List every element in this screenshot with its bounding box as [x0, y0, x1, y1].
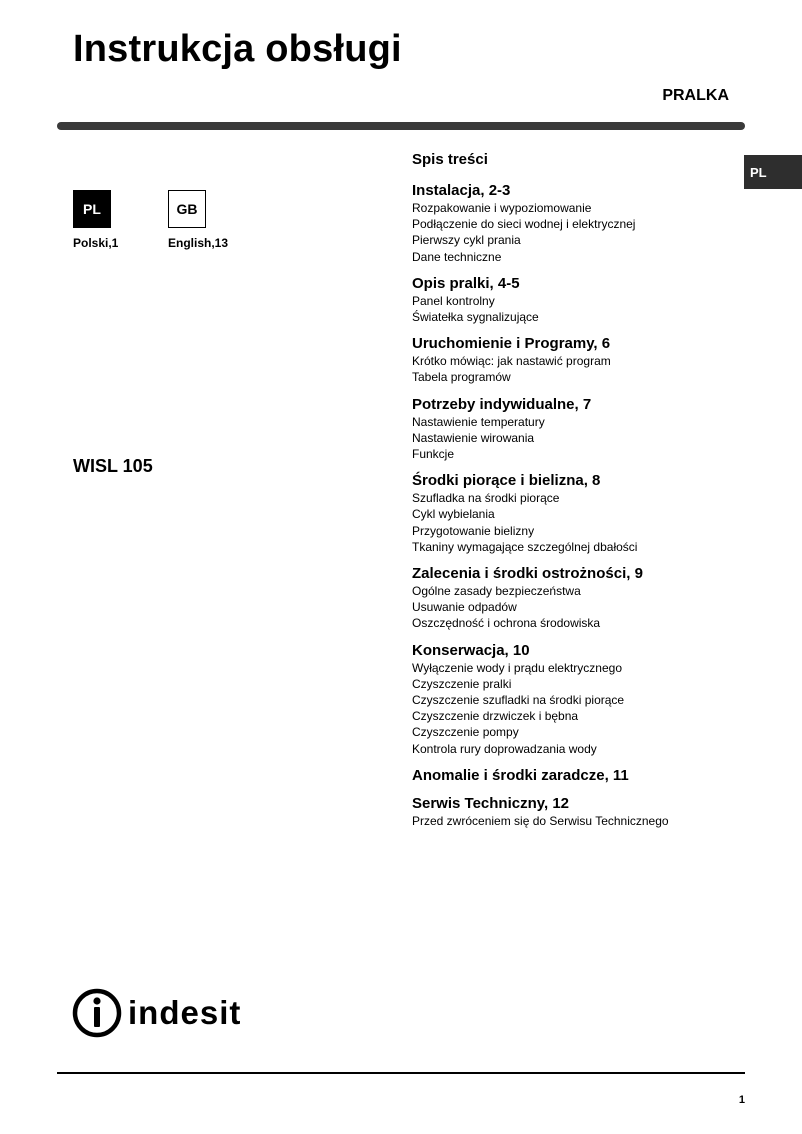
- toc-sections: [412, 182, 782, 829]
- toc-item[interactable]: Cykl wybielania: [412, 507, 495, 522]
- toc-section: [412, 275, 782, 325]
- toc-item[interactable]: Rozpakowanie i wypoziomowanie: [412, 201, 592, 215]
- toc-item[interactable]: Krótko mówiąc: jak nastawić program: [412, 354, 611, 369]
- toc-section: [412, 182, 782, 265]
- toc-item[interactable]: Tabela programów: [412, 370, 511, 385]
- toc-section-heading[interactable]: Zalecenia i środki ostrożności, 9: [412, 565, 643, 583]
- toc-section-heading[interactable]: Opis pralki, 4-5: [412, 274, 520, 292]
- toc-item[interactable]: Światełka sygnalizujące: [412, 310, 539, 325]
- language-gb-badge: GB: [168, 190, 206, 228]
- toc-item[interactable]: Panel kontrolny: [412, 293, 495, 308]
- table-of-contents: [412, 151, 782, 839]
- toc-section: [412, 472, 782, 555]
- toc-section-heading[interactable]: Potrzeby indywidualne, 7: [412, 395, 592, 413]
- toc-item[interactable]: Oszczędność i ochrona środowiska: [412, 616, 601, 631]
- header-divider: [57, 122, 745, 130]
- toc-item[interactable]: Kontrola rury doprowadzania wody: [412, 741, 597, 756]
- toc-section-heading[interactable]: Środki piorące i bielizna, 8: [412, 472, 601, 490]
- toc-section-heading[interactable]: Konserwacja, 10: [412, 641, 530, 659]
- toc-item[interactable]: Nastawienie wirowania: [412, 430, 535, 445]
- toc-section: [412, 795, 782, 829]
- toc-item[interactable]: Czyszczenie pompy: [412, 725, 519, 740]
- toc-title: Spis treści: [412, 151, 488, 168]
- toc-section-heading[interactable]: Serwis Techniczny, 12: [412, 794, 570, 812]
- toc-item[interactable]: Nastawienie temperatury: [412, 414, 545, 429]
- toc-item[interactable]: Szufladka na środki piorące: [412, 491, 560, 506]
- brand-logo: [72, 988, 241, 1038]
- toc-section: [412, 396, 782, 463]
- toc-item[interactable]: Przed zwróceniem się do Serwisu Technicznego: [412, 813, 669, 828]
- document-title: Instrukcja obsługi: [73, 28, 402, 70]
- toc-item[interactable]: Wyłączenie wody i prądu elektrycznego: [412, 660, 622, 675]
- language-gb-label: English,13: [168, 236, 229, 250]
- toc-item[interactable]: Podłączenie do sieci wodnej i elektrycznej: [412, 217, 636, 232]
- toc-item[interactable]: Funkcje: [412, 447, 455, 462]
- language-side-tab: PL: [744, 155, 802, 189]
- brand-name: indesit: [128, 994, 242, 1031]
- toc-item[interactable]: Pierwszy cykl prania: [412, 233, 521, 248]
- toc-item[interactable]: Dane techniczne: [412, 249, 502, 264]
- page-number: 1: [738, 1094, 745, 1106]
- toc-item[interactable]: Przygotowanie bielizny: [412, 523, 535, 538]
- footer-divider: [57, 1072, 745, 1074]
- indesit-logo-icon: [72, 988, 122, 1038]
- toc-section: [412, 565, 782, 632]
- toc-item[interactable]: Czyszczenie szufladki na środki piorące: [412, 693, 625, 708]
- language-gb[interactable]: [168, 190, 278, 250]
- toc-section: [412, 642, 782, 757]
- toc-section: [412, 335, 782, 385]
- toc-item[interactable]: Usuwanie odpadów: [412, 600, 517, 615]
- toc-section-heading[interactable]: Instalacja, 2-3: [412, 182, 511, 199]
- product-type: PRALKA: [662, 87, 729, 104]
- toc-item[interactable]: Tkaniny wymagające szczególnej dbałości: [412, 539, 638, 554]
- language-pl[interactable]: [73, 190, 183, 250]
- toc-section-heading[interactable]: Uruchomienie i Programy, 6: [412, 335, 611, 353]
- toc-section: [412, 767, 782, 785]
- toc-item[interactable]: Czyszczenie drzwiczek i bębna: [412, 709, 579, 724]
- toc-section-heading[interactable]: Anomalie i środki zaradcze, 11: [412, 766, 629, 784]
- toc-item[interactable]: Ogólne zasady bezpieczeństwa: [412, 584, 581, 599]
- toc-item[interactable]: Czyszczenie pralki: [412, 676, 512, 691]
- model-name: WISL 105: [73, 456, 153, 476]
- language-pl-label: Polski,1: [73, 236, 119, 250]
- language-pl-badge: PL: [73, 190, 111, 228]
